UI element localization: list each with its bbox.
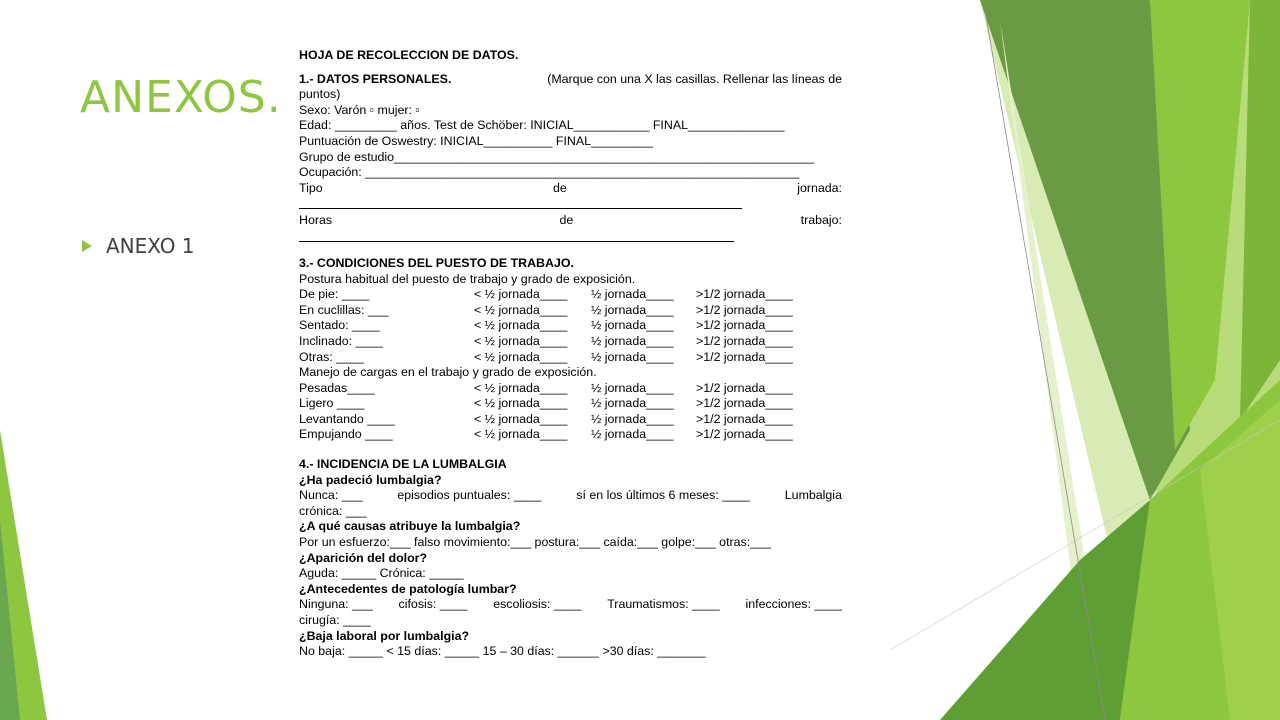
q3-answer: Aguda: _____ Crónica: _____	[299, 566, 464, 581]
ocupacion-line: Ocupación: _______________________________________________________________	[299, 165, 800, 180]
table-row: Sentado: ____ < ½ jornada____ ½ jornada____ >1/2 jornada____	[299, 318, 793, 333]
table-row: Pesadas____ < ½ jornada____ ½ jornada____ >1/2 jornada____	[299, 380, 793, 395]
q1-label: ¿Ha padeció lumbalgia?	[299, 472, 442, 487]
oswestry-line: Puntuación de Oswestry: INICIAL__________ FINAL_________	[299, 133, 654, 148]
q3-label: ¿Aparición del dolor?	[299, 550, 428, 565]
tipo-jornada: jornada:	[797, 180, 842, 195]
q4-answer-row: Ninguna: ___ cifosis: ____ escoliosis: ____ Traumatismos: ____ infecciones: ____	[299, 597, 842, 612]
sexo-line: Sexo: Varón ▫ mujer: ▫	[299, 102, 420, 117]
postura-table	[299, 287, 842, 365]
bullet-label: ANEXO 1	[106, 234, 195, 258]
form-document	[299, 48, 842, 660]
q1-answer-row: Nunca: ___ episodios puntuales: ____ sí en los últimos 6 meses: ____ Lumbalgia	[299, 488, 842, 503]
q2-label: ¿A qué causas atribuye la lumbalgia?	[299, 519, 521, 534]
grupo-line: Grupo de estudio_____________________________________________________________	[299, 149, 815, 164]
s1-instructions: (Marque con una X las casillas. Rellenar las líneas de	[547, 71, 842, 86]
table-row: Ligero ____ < ½ jornada____ ½ jornada____ >1/2 jornada____	[299, 396, 793, 411]
table-row: Inclinado: ____ < ½ jornada____ ½ jornada____ >1/2 jornada____	[299, 333, 793, 348]
edad-line: Edad: _________ años. Test de Schöber: INICIAL___________ FINAL______________	[299, 118, 785, 133]
postura-heading: Postura habitual del puesto de trabajo y grado de exposición.	[299, 271, 636, 286]
table-row: En cuclillas: ___ < ½ jornada____ ½ jornada____ >1/2 jornada____	[299, 302, 793, 317]
table-row: De pie: ____ < ½ jornada____ ½ jornada____ >1/2 jornada____	[299, 287, 793, 302]
s1-instructions-cont: puntos)	[299, 87, 341, 102]
horas-trabajo: trabajo:	[800, 213, 842, 228]
s3-title: 3.- CONDICIONES DEL PUESTO DE TRABAJO.	[299, 255, 574, 270]
q5-answer: No baja: _____ < 15 días: _____ 15 – 30 días: ______ >30 días: _______	[299, 644, 706, 659]
table-row: Empujando ____ < ½ jornada____ ½ jornada____ >1/2 jornada____	[299, 427, 793, 442]
horas-blank-line	[299, 229, 734, 242]
cargas-heading: Manejo de cargas en el trabajo y grado de exposición.	[299, 365, 597, 380]
horas-de: de	[559, 213, 574, 228]
cargas-table	[299, 381, 842, 443]
s4-title: 4.- INCIDENCIA DE LA LUMBALGIA	[299, 457, 507, 472]
q4-answer-cont: cirugía: ____	[299, 613, 371, 627]
s1-title-row	[299, 72, 842, 88]
tipo-jornada-row	[299, 181, 842, 197]
tipo-de: de	[553, 180, 567, 195]
tipo-label: Tipo	[299, 180, 323, 195]
q4-label: ¿Antecedentes de patología lumbar?	[299, 581, 517, 596]
q1-answer-cont: crónica: ___	[299, 503, 367, 518]
horas-label: Horas	[299, 213, 333, 228]
form-heading: HOJA DE RECOLECCION DE DATOS.	[299, 48, 519, 62]
horas-trabajo-row	[299, 213, 842, 229]
q5-label: ¿Baja laboral por lumbalgia?	[299, 628, 470, 643]
tipo-blank-line	[299, 196, 742, 209]
table-row: Otras: ____ < ½ jornada____ ½ jornada____ >1/2 jornada____	[299, 349, 793, 364]
slide-title: ANEXOS.	[80, 72, 282, 123]
table-row: Levantando ____ < ½ jornada____ ½ jornada____ >1/2 jornada____	[299, 411, 793, 426]
q2-answer: Por un esfuerzo:___ falso movimiento:___ postura:___ caída:___ golpe:___ otras:___	[299, 535, 771, 550]
bullet-arrow-icon	[82, 240, 92, 252]
s1-title: 1.- DATOS PERSONALES.	[299, 71, 452, 86]
bullet-item	[82, 234, 195, 258]
